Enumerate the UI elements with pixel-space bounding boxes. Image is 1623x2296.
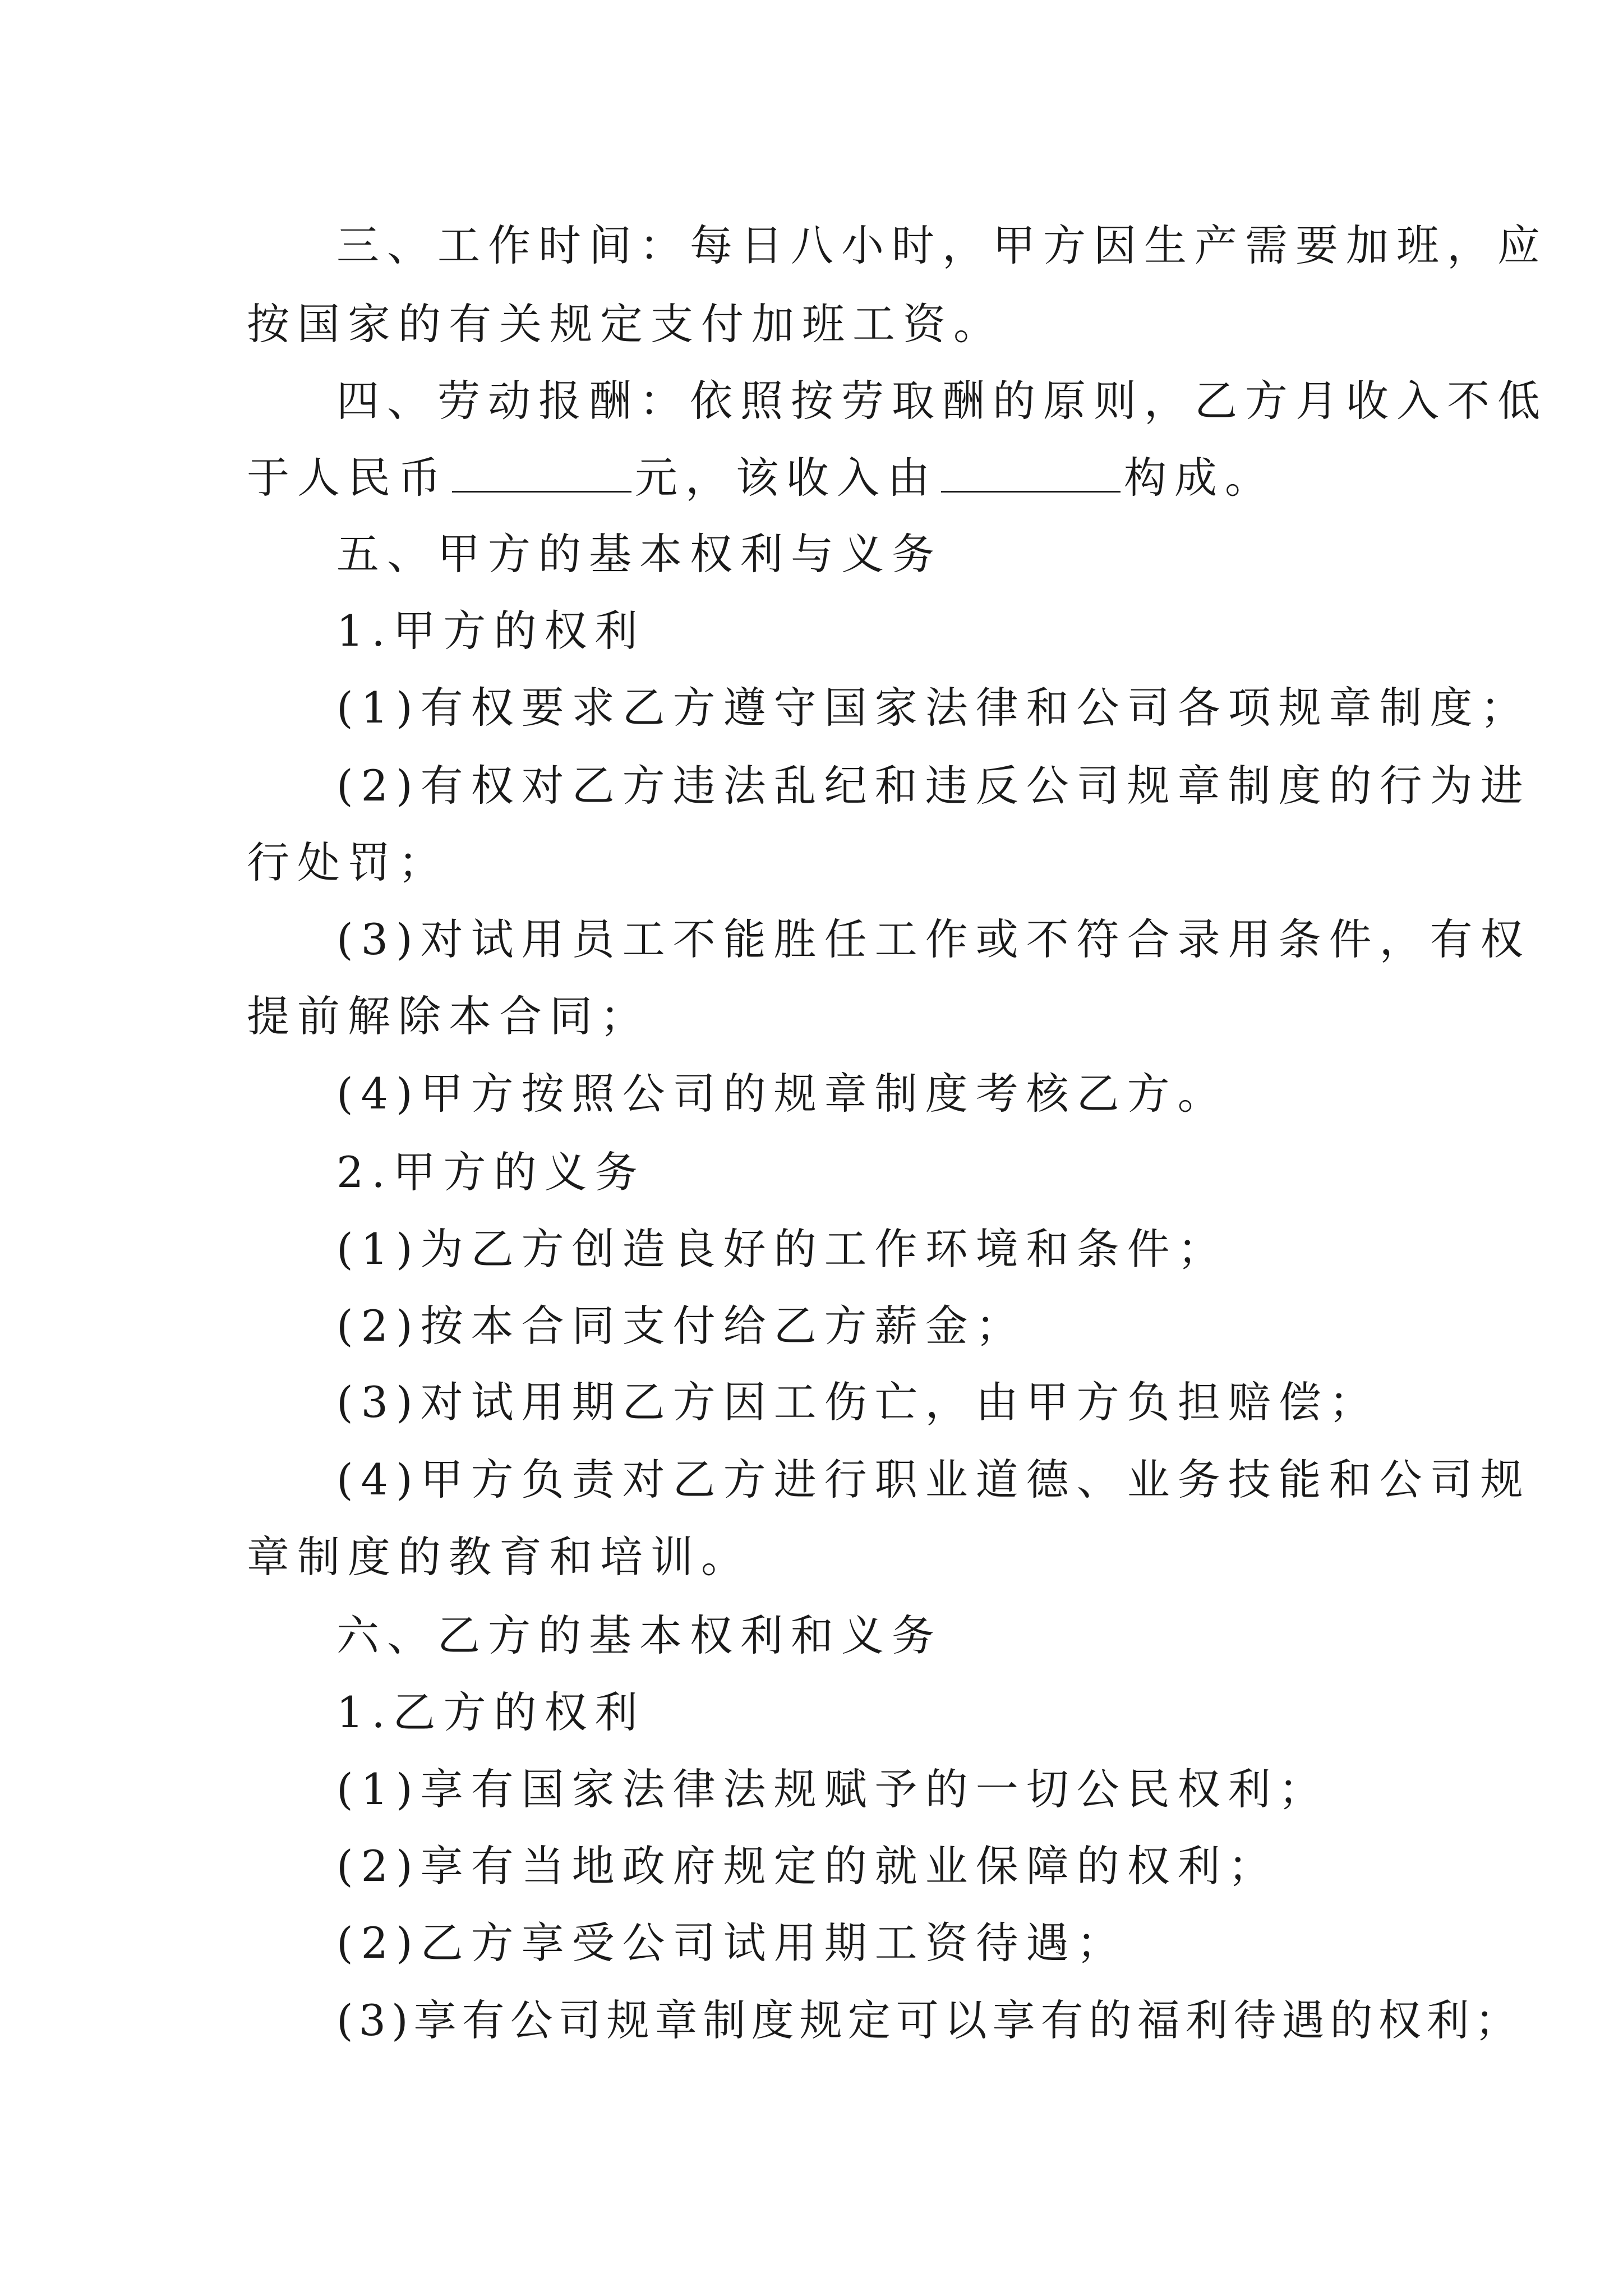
clause-4-text-b: 元，该收入由 [635, 453, 938, 503]
clause-4-line-2 [247, 450, 1402, 506]
clause-5-duty-4-line-2: 章制度的教育和培训。 [247, 1532, 751, 1582]
clause-4-text-c: 构成。 [1124, 453, 1275, 503]
clause-3-line-1: 三、工作时间：每日八小时，甲方因生产需要加班，应 [336, 220, 1548, 270]
clause-6-rights-heading: 1.乙方的权利 [336, 1687, 645, 1737]
income-source-blank [941, 452, 1121, 493]
clause-6-right-3: (2)乙方享受公司试用期工资待遇； [336, 1918, 1127, 1968]
clause-6-right-4: (3)享有公司规章制度规定可以享有的福利待遇的权利； [336, 1995, 1523, 2045]
clause-5-duty-2: (2)按本合同支付给乙方薪金； [336, 1301, 1026, 1351]
clause-5-right-2-line-2: 行处罚； [247, 838, 449, 887]
clause-6-right-2: (2)享有当地政府规定的就业保障的权利； [336, 1841, 1279, 1891]
clause-5-right-3-line-1: (3)对试用员工不能胜任工作或不符合录用条件，有权 [336, 914, 1531, 964]
clause-5-right-1: (1)有权要求乙方遵守国家法律和公司各项规章制度； [336, 683, 1531, 733]
clause-6-right-1: (1)享有国家法律法规赋予的一切公民权利； [336, 1764, 1329, 1814]
clause-5-duty-1: (1)为乙方创造良好的工作环境和条件； [336, 1224, 1228, 1274]
clause-5-duty-4-line-1: (4)甲方负责对乙方进行职业道德、业务技能和公司规 [336, 1455, 1531, 1504]
clause-5-right-4: (4)甲方按照公司的规章制度考核乙方。 [336, 1069, 1228, 1119]
clause-3-line-2: 按国家的有关规定支付加班工资。 [247, 299, 1004, 349]
clause-4-line-1: 四、劳动报酬：依照按劳取酬的原则，乙方月收入不低 [336, 376, 1548, 426]
clause-4-text-a: 于人民币 [247, 453, 449, 503]
clause-5-rights-heading: 1.甲方的权利 [336, 606, 645, 656]
clause-5-right-3-line-2: 提前解除本合同； [247, 991, 651, 1041]
clause-5-duties-heading: 2.甲方的义务 [336, 1147, 645, 1197]
clause-5-heading: 五、甲方的基本权利与义务 [336, 529, 942, 579]
clause-5-duty-3: (3)对试用期乙方因工伤亡，由甲方负担赔偿； [336, 1377, 1380, 1427]
clause-5-right-2-line-1: (2)有权对乙方违法乱纪和违反公司规章制度的行为进 [336, 761, 1531, 811]
clause-6-heading: 六、乙方的基本权利和义务 [336, 1611, 942, 1660]
salary-amount-blank [452, 452, 631, 493]
